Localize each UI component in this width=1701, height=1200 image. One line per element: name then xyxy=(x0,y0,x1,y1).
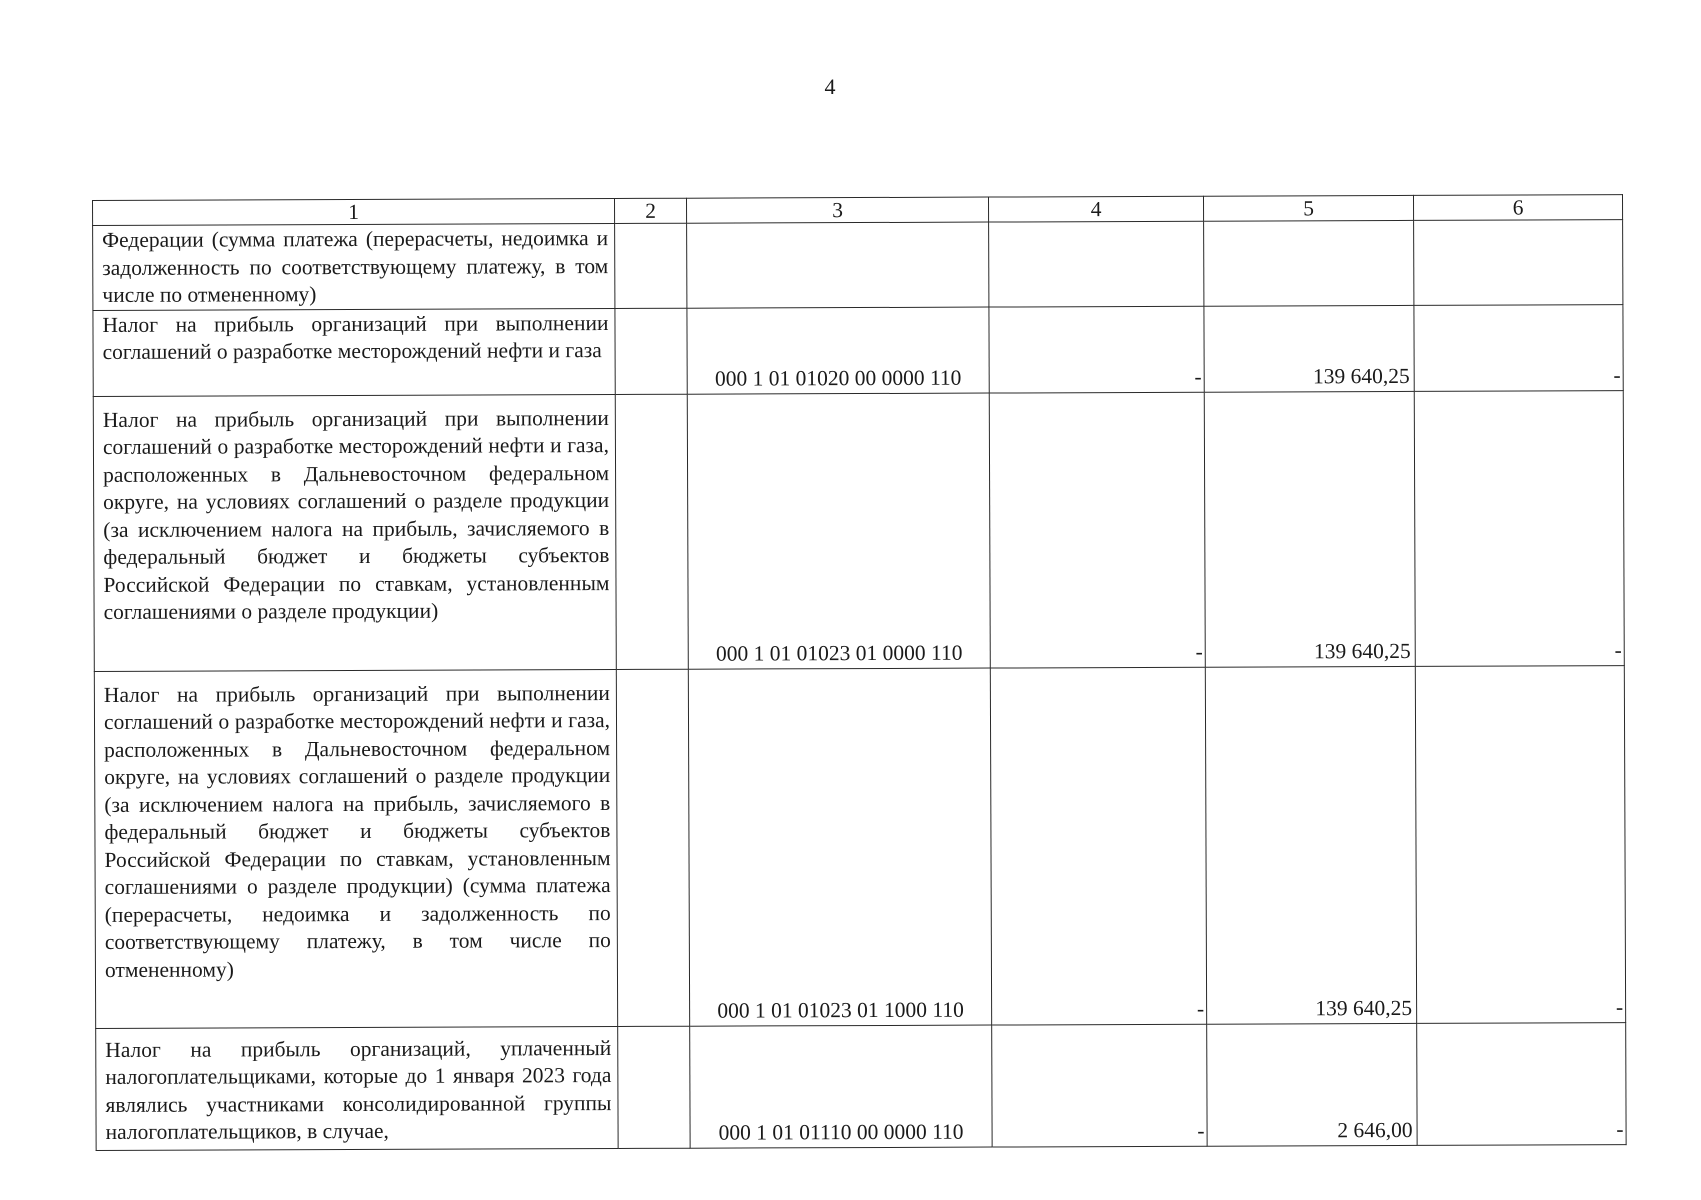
row-description: Налог на прибыль организаций при выполнении соглашений о разработке месторождений нефти и газа xyxy=(93,308,615,396)
row-col4: - xyxy=(992,1024,1207,1147)
budget-table xyxy=(92,194,1627,1150)
row-col2 xyxy=(615,308,687,394)
table-row xyxy=(94,665,1625,1028)
row-col4: - xyxy=(990,667,1206,1025)
row-col5 xyxy=(1204,220,1414,305)
budget-table-wrapper xyxy=(92,194,1627,1150)
row-code: 000 1 01 01023 01 0000 110 xyxy=(687,393,990,669)
row-col2 xyxy=(616,669,689,1026)
table-row xyxy=(93,390,1624,671)
row-col5: 2 646,00 xyxy=(1207,1023,1417,1146)
table-row xyxy=(93,304,1623,396)
row-col5: 139 640,25 xyxy=(1204,391,1415,667)
column-header-5: 5 xyxy=(1203,195,1413,221)
row-col5: 139 640,25 xyxy=(1205,666,1416,1024)
row-col2 xyxy=(615,223,687,308)
row-code: 000 1 01 01110 00 0000 110 xyxy=(690,1025,992,1148)
row-col2 xyxy=(615,394,688,669)
row-col5: 139 640,25 xyxy=(1204,305,1414,392)
row-col6 xyxy=(1414,220,1623,305)
row-description: Налог на прибыль организаций при выполнении соглашений о разработке месторождений нефти и газа, расположенных в Дальневосточном федеральном округе, на условиях соглашений о разделе продукции (за исключением налога на прибыль, зачисляемого в федеральный бюджет и бюджеты субъектов Российской Федерации по ставкам, установленным соглашениями о разделе продукции) (сумма платежа (перерасчеты, недоимка и задолженность по соответствующему платежу, в том числе по отмененному) xyxy=(94,669,617,1028)
column-header-3: 3 xyxy=(686,197,988,223)
column-header-1: 1 xyxy=(93,198,615,225)
table-row xyxy=(96,1022,1626,1150)
row-col4 xyxy=(989,221,1204,306)
row-col6: - xyxy=(1417,1022,1626,1145)
row-col2 xyxy=(618,1026,690,1148)
row-description: Налог на прибыль организаций при выполнении соглашений о разработке месторождений нефти и газа, расположенных в Дальневосточном федеральном округе, на условиях соглашений о разделе продукции (за исключением налога на прибыль, зачисляемого в федеральный бюджет и бюджеты субъектов Российской Федерации по ставкам, установленным соглашениями о разделе продукции) xyxy=(93,394,616,671)
row-col6: - xyxy=(1415,665,1625,1023)
row-description: Федерации (сумма платежа (перерасчеты, недоимка и задолженность по соответствующему платежу, в том числе по отмененному) xyxy=(93,223,615,310)
row-col4: - xyxy=(989,306,1204,393)
column-header-6: 6 xyxy=(1413,195,1622,221)
page-number: 4 xyxy=(824,74,836,99)
table-row xyxy=(93,220,1623,310)
row-code: 000 1 01 01023 01 1000 110 xyxy=(688,668,991,1026)
row-col6: - xyxy=(1414,304,1623,391)
row-code xyxy=(687,222,989,308)
column-header-4: 4 xyxy=(988,196,1203,222)
row-description: Налог на прибыль организаций, уплаченный налогоплательщиками, которые до 1 января 2023 года являлись участниками консолидированной группы налогоплательщиков, в случае, xyxy=(96,1026,618,1150)
row-col6: - xyxy=(1414,390,1624,666)
column-header-2: 2 xyxy=(614,198,686,223)
row-code: 000 1 01 01020 00 0000 110 xyxy=(687,307,989,394)
row-col4: - xyxy=(989,392,1205,668)
